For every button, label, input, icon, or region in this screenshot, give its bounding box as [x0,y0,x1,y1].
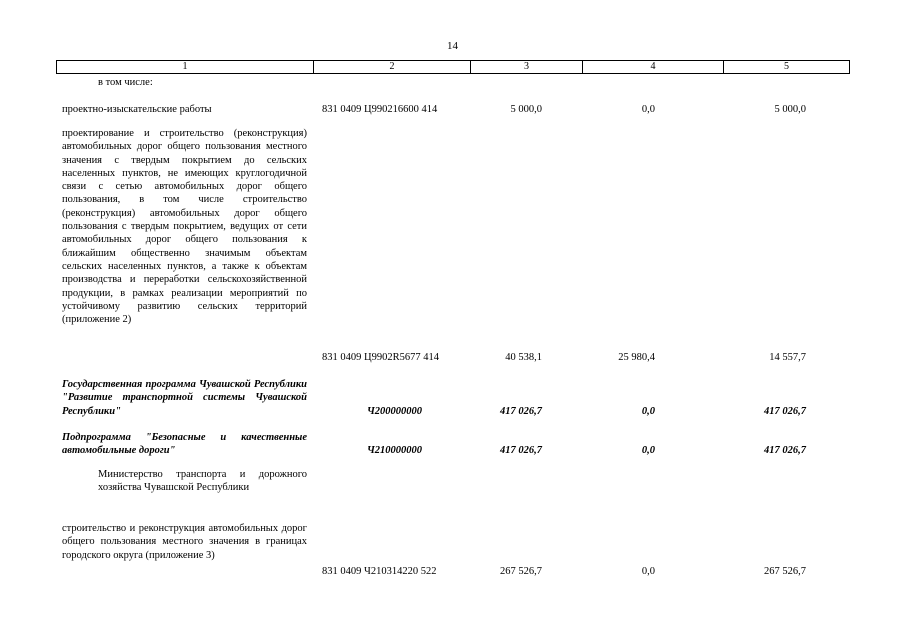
survey-row-code: 831 0409 Ц990216600 414 [322,104,438,115]
subprogram-row-col4: 0,0 [641,445,655,456]
program-row-col5: 417 026,7 [764,406,806,417]
design-row-col4: 25 980,4 [618,352,655,363]
program-row-text: Государственная программа Чувашской Республики "Развитие транспортной системы Чувашской Республики" [62,379,307,417]
subprogram-row-col3: 417 026,7 [500,445,542,456]
construction-row-col5: 267 526,7 [764,566,806,577]
design-row-code: 831 0409 Ц9902R5677 414 [322,352,439,363]
program-row-col4: 0,0 [641,406,655,417]
construction-row-col4: 0,0 [641,566,655,577]
ministry-row-text: Министерство транспорта и дорожного хозяйства Чувашской Республики [98,469,307,494]
design-row-col5: 14 557,7 [769,352,806,363]
survey-row-col4: 0,0 [641,104,655,115]
construction-row-col3: 267 526,7 [500,566,542,577]
including-label: в том числе: [98,77,153,88]
header-col-1: 1 [57,61,314,73]
header-col-2: 2 [314,61,471,73]
program-row-col3: 417 026,7 [500,406,542,417]
design-row-col3: 40 538,1 [505,352,542,363]
header-col-3: 3 [471,61,583,73]
header-col-4: 4 [583,61,724,73]
header-col-5: 5 [784,61,789,72]
program-row-code: Ч200000000 [366,406,423,417]
page-number: 14 [447,40,458,52]
subprogram-row-col5: 417 026,7 [764,445,806,456]
design-row-text: проектирование и строительство (реконструкция) автомобильных дорог общего пользования местного значения с твердым покрытием до сельских населенных пунктов, не имеющих круглогодичной связи с сетью автомобильных дорог общего пользования, в том числе строительство (реконструкция) автомобильных дорог общего пользования с твердым покрытием, ведущих от сети автомобильных дорог общего пользования к ближайшим общественно значимым объектам сельских населенных пунктов, а также к объектам производства и переработки сельскохозяйственной продукции, в рамках реализации мероприятий по устойчивому развитию сельских территорий (приложение 2) [62,128,307,326]
survey-row-col3: 5 000,0 [510,104,542,115]
survey-row-col5: 5 000,0 [774,104,806,115]
subprogram-row-code: Ч210000000 [366,445,423,456]
table-header [56,60,850,74]
construction-row-code: 831 0409 Ч210314220 522 [322,566,437,577]
subprogram-row-text: Подпрограмма "Безопасные и качественные автомобильные дороги" [62,432,307,457]
survey-row-text: проектно-изыскательские работы [62,104,212,115]
construction-row-text: строительство и реконструкция автомобильных дорог общего пользования местного значения в границах городского округа (приложение 3) [62,523,307,561]
